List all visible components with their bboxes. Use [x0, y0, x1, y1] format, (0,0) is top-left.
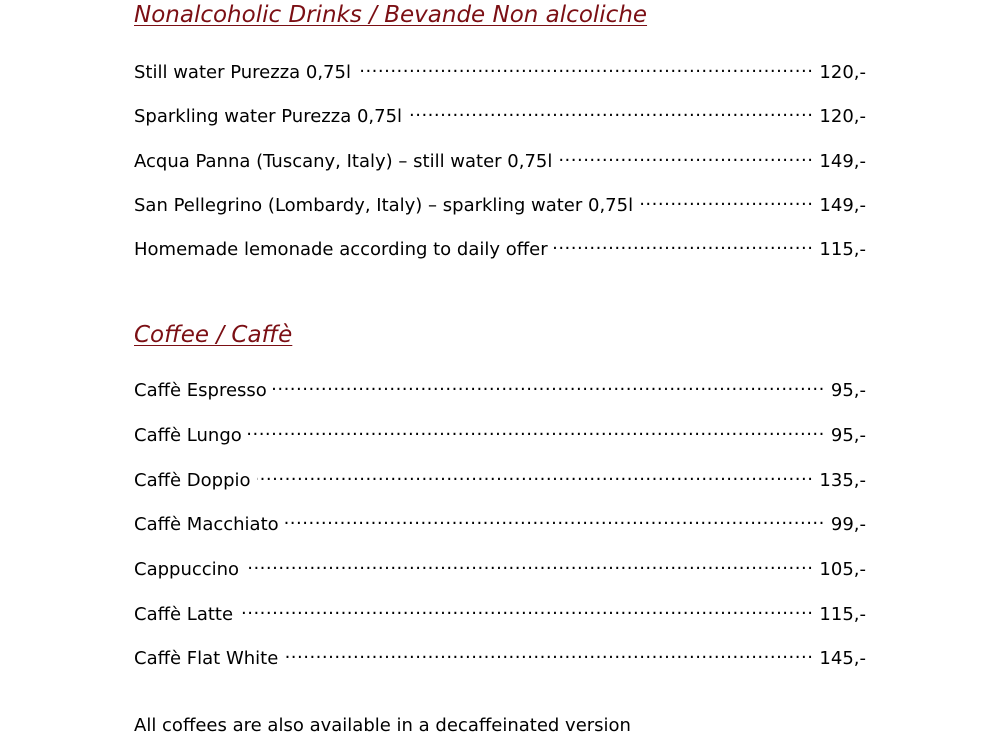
menu-item-name: Caffè Doppio [134, 470, 251, 491]
dot-leader [408, 100, 813, 122]
nonalcoholic-section-title: Nonalcoholic Drinks / Bevande Non alcoliche [134, 2, 648, 28]
menu-item [134, 508, 866, 535]
dot-leader [558, 145, 813, 167]
dot-leader [285, 508, 825, 530]
menu-item [134, 419, 866, 446]
menu-item-name: Caffè Espresso [134, 380, 267, 401]
menu-item-price: 105,- [819, 559, 866, 580]
menu-item-price: 95,- [830, 380, 866, 401]
menu-item-name: Caffè Lungo [134, 425, 242, 446]
coffee-section-title: Coffee / Caffè [134, 322, 293, 348]
menu-item [134, 598, 866, 625]
menu-item [134, 145, 866, 172]
menu-item-name: Homemade lemonade according to daily offer [134, 239, 548, 260]
menu-item-name: Still water Purezza 0,75l [134, 62, 351, 83]
menu-item [134, 189, 866, 216]
dot-leader [248, 419, 825, 441]
menu-item-name: Caffè Flat White [134, 648, 279, 669]
menu-item-price: 115,- [819, 239, 866, 260]
dot-leader [239, 598, 813, 620]
menu-item-price: 99,- [830, 514, 866, 535]
menu-item-name: Caffè Latte [134, 604, 234, 625]
menu-item-price: 115,- [819, 604, 866, 625]
dot-leader [639, 189, 813, 211]
dot-leader [245, 553, 813, 575]
menu-item [134, 374, 866, 401]
menu-item [134, 56, 866, 83]
menu-item-price: 120,- [819, 106, 866, 127]
menu-item-price: 135,- [819, 470, 866, 491]
menu-item [134, 464, 866, 491]
menu-item [134, 233, 866, 260]
decaf-note: All coffees are also available in a decaffeinated version [134, 715, 631, 736]
menu-item-name: Acqua Panna (Tuscany, Italy) – still water 0,75l [134, 151, 553, 172]
dot-leader [257, 464, 814, 486]
menu-item-price: 95,- [830, 425, 866, 446]
dot-leader [357, 56, 813, 78]
dot-leader [284, 642, 813, 664]
menu-item-price: 120,- [819, 62, 866, 83]
menu-item-name: San Pellegrino (Lombardy, Italy) – sparkling water 0,75l [134, 195, 634, 216]
menu-item [134, 642, 866, 669]
menu-item [134, 553, 866, 580]
menu-item-price: 145,- [819, 648, 866, 669]
dot-leader [554, 233, 814, 255]
menu-item-name: Caffè Macchiato [134, 514, 279, 535]
dot-leader [273, 374, 825, 396]
menu-item-price: 149,- [819, 151, 866, 172]
menu-item-price: 149,- [819, 195, 866, 216]
menu-item-name: Sparkling water Purezza 0,75l [134, 106, 403, 127]
menu-item-name: Cappuccino [134, 559, 240, 580]
menu-item [134, 100, 866, 127]
